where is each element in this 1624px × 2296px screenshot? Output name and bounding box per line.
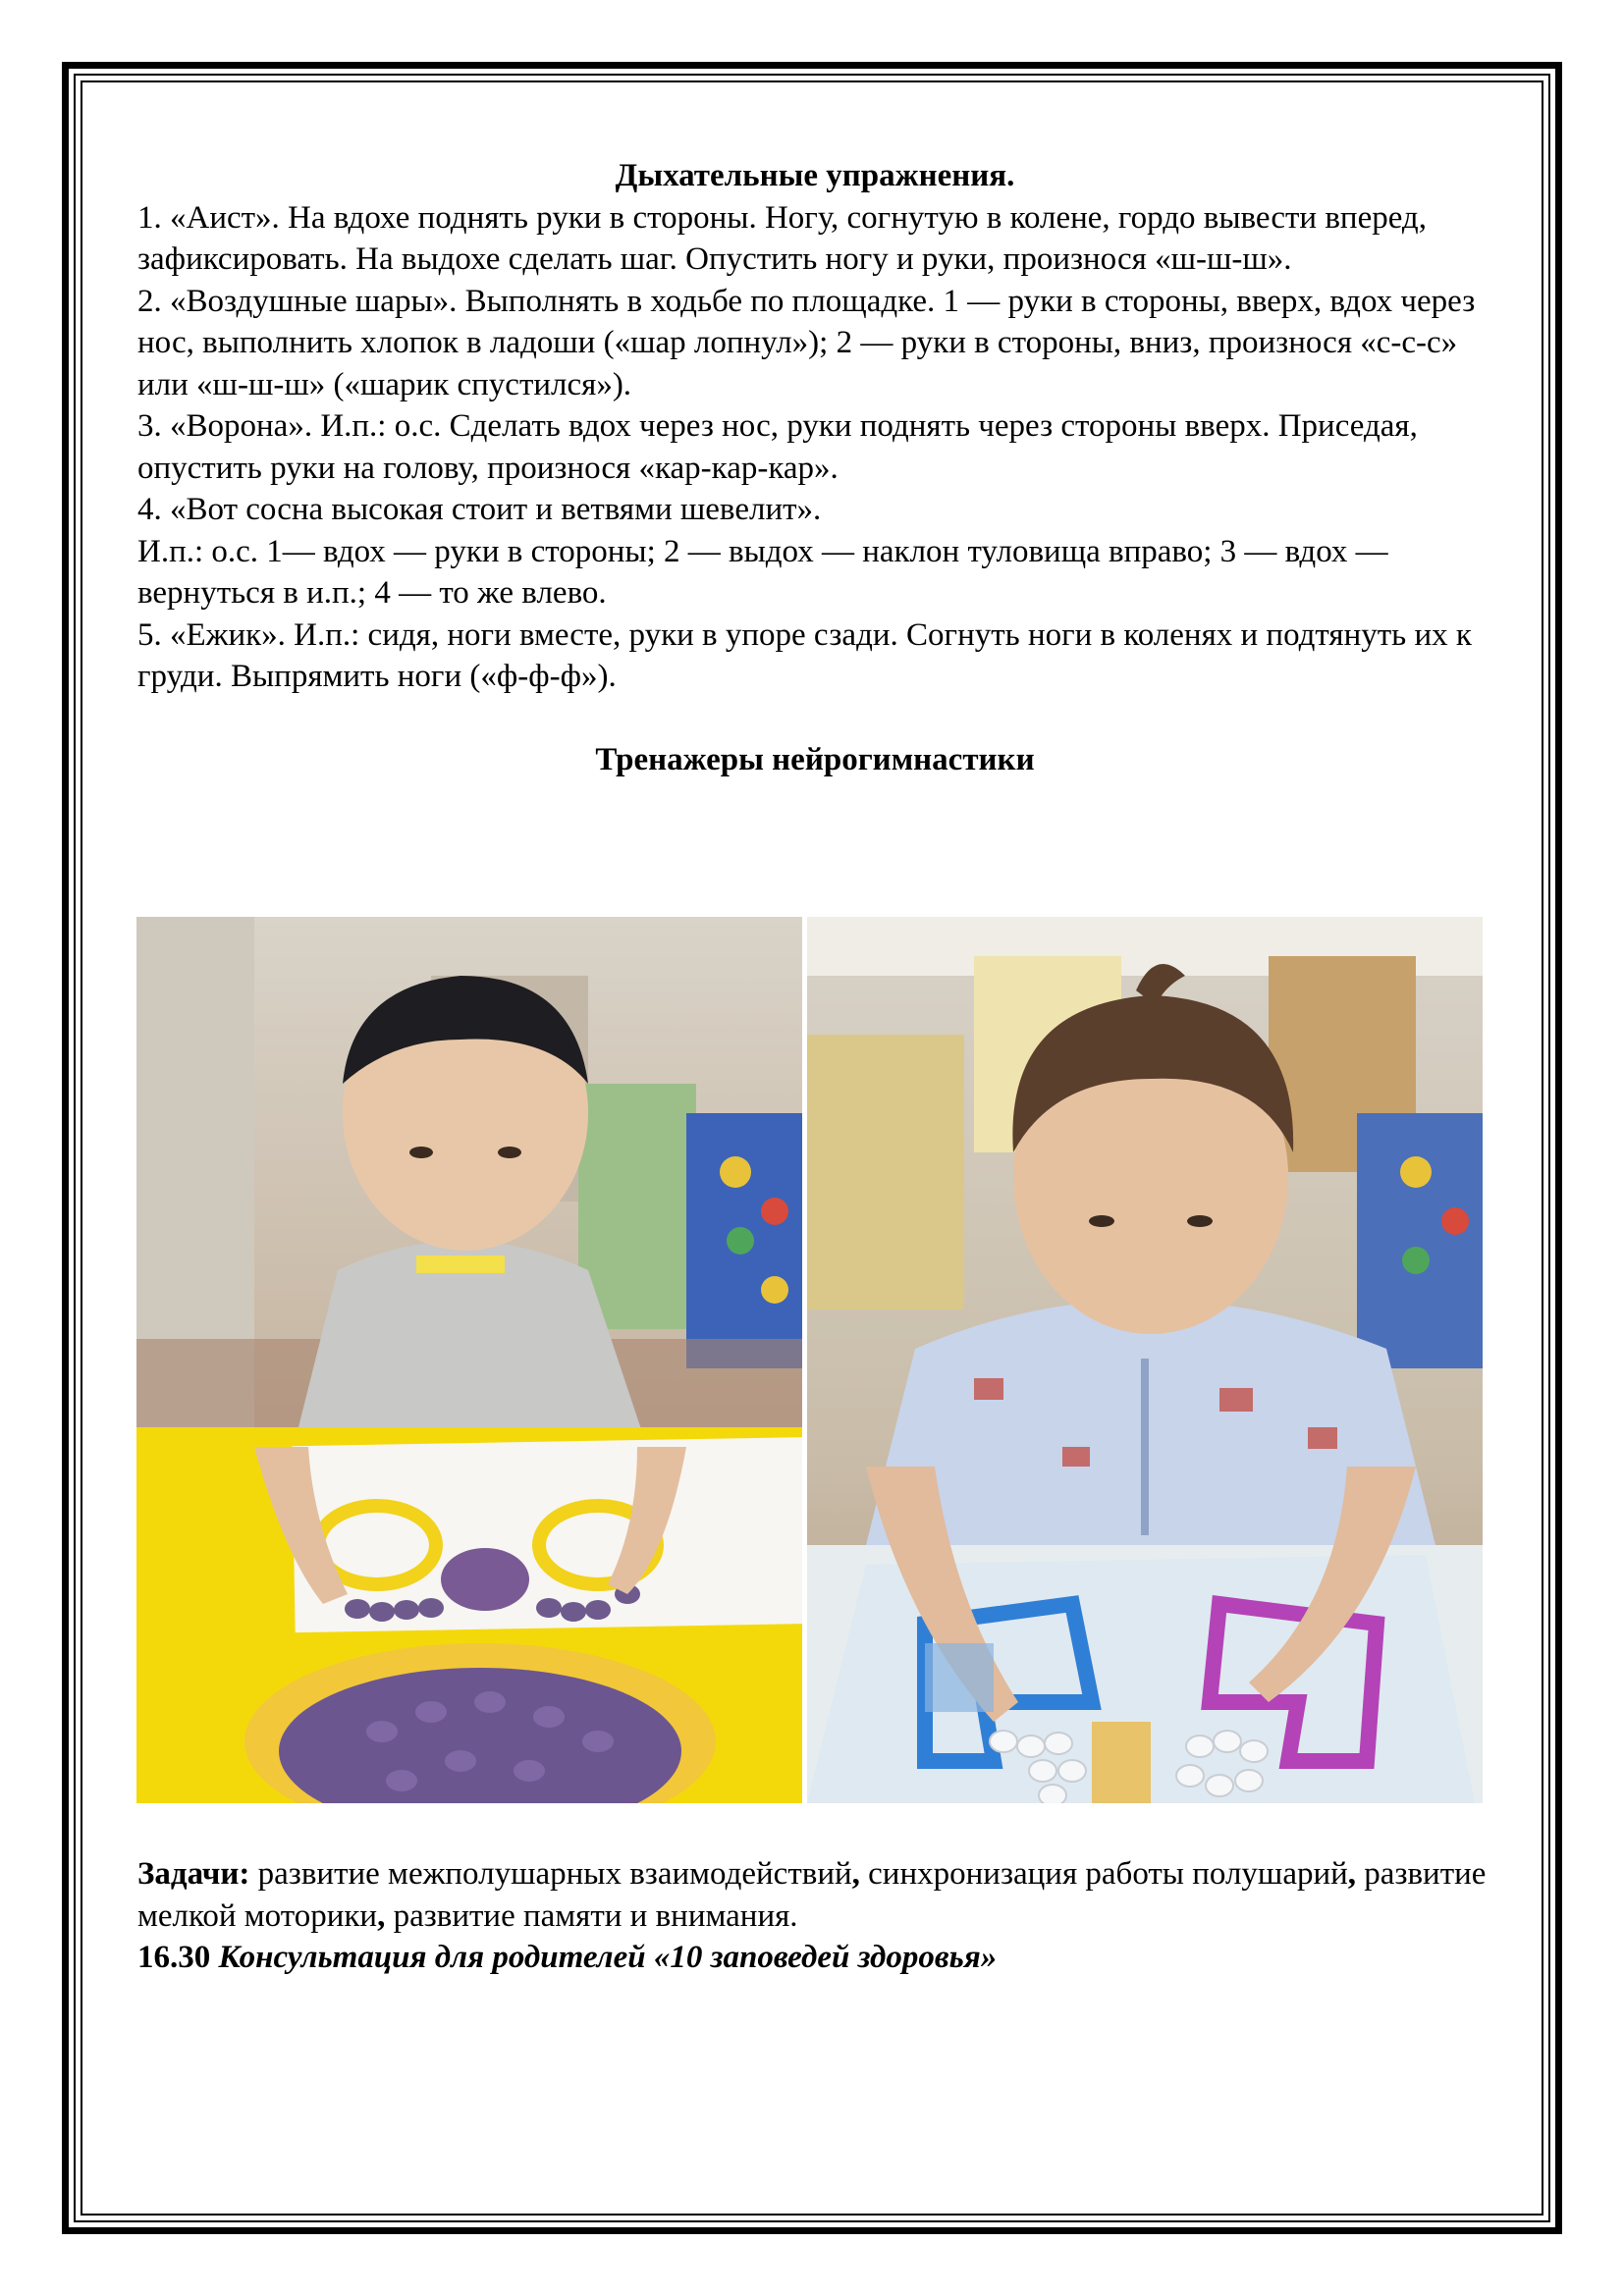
tasks-text: развитие мелкой моторики (137, 1856, 1487, 1934)
photo-pair (136, 917, 1483, 1803)
consultation-line (137, 1937, 1492, 1979)
exercise-item: 3. «Ворона». И.п.: о.с. Сделать вдох через нос, руки поднять через стороны вверх. Приседая, опустить руки на голову, произнося «кар-кар-кар». (137, 408, 1418, 486)
consultation-time: 16.30 (137, 1940, 211, 1975)
tasks-paragraph (137, 1853, 1492, 1937)
bottom-text (137, 1853, 1492, 1979)
exercise-item: 4. «Вот сосна высокая стоит и ветвями шевелит». (137, 492, 822, 527)
photo-child-white-pebbles (807, 917, 1483, 1803)
breathing-heading: Дыхательные упражнения. (615, 158, 1015, 193)
tasks-separator: , (851, 1856, 860, 1892)
exercise-item: И.п.: о.с. 1— вдох — руки в стороны; 2 — выдох — наклон туловища вправо; 3 — вдох — вернуться в и.п.; 4 — то же влево. (137, 533, 1388, 611)
main-text (137, 155, 1492, 780)
tasks-text: развитие межполушарных взаимодействий (249, 1856, 852, 1892)
tasks-label: Задачи: (137, 1856, 250, 1892)
tasks-text: синхронизация работы полушарий (859, 1856, 1348, 1892)
exercise-item: 5. «Ежик». И.п.: сидя, ноги вместе, руки в упоре сзади. Согнуть ноги в коленях и подтянуть их к груди. Выпрямить ноги («ф-ф-ф»). (137, 616, 1472, 694)
consultation-title: Консультация для родителей «10 заповедей здоровья» (210, 1940, 998, 1975)
exercise-item: 2. «Воздушные шары». Выполнять в ходьбе по площадке. 1 — руки в стороны, вверх, вдох через нос, выполнить хлопок в ладоши («шар лопнул»); 2 — руки в стороны, вниз, произнося «с-с-с» или «ш-ш-ш» («шарик спустился»). (137, 283, 1476, 402)
tasks-text: развитие памяти и внимания. (385, 1897, 798, 1934)
tasks-separator: , (1347, 1856, 1357, 1892)
exercise-item: 1. «Аист». На вдохе поднять руки в стороны. Ногу, согнутую в колене, гордо вывести вперед, зафиксировать. На выдохе сделать шаг. Опустить ногу и руки, произнося «ш-ш-ш». (137, 199, 1427, 277)
neuro-heading: Тренажеры нейрогимнастики (595, 741, 1035, 777)
photo-child-purple-pebbles (136, 917, 802, 1803)
tasks-separator: , (377, 1897, 386, 1934)
